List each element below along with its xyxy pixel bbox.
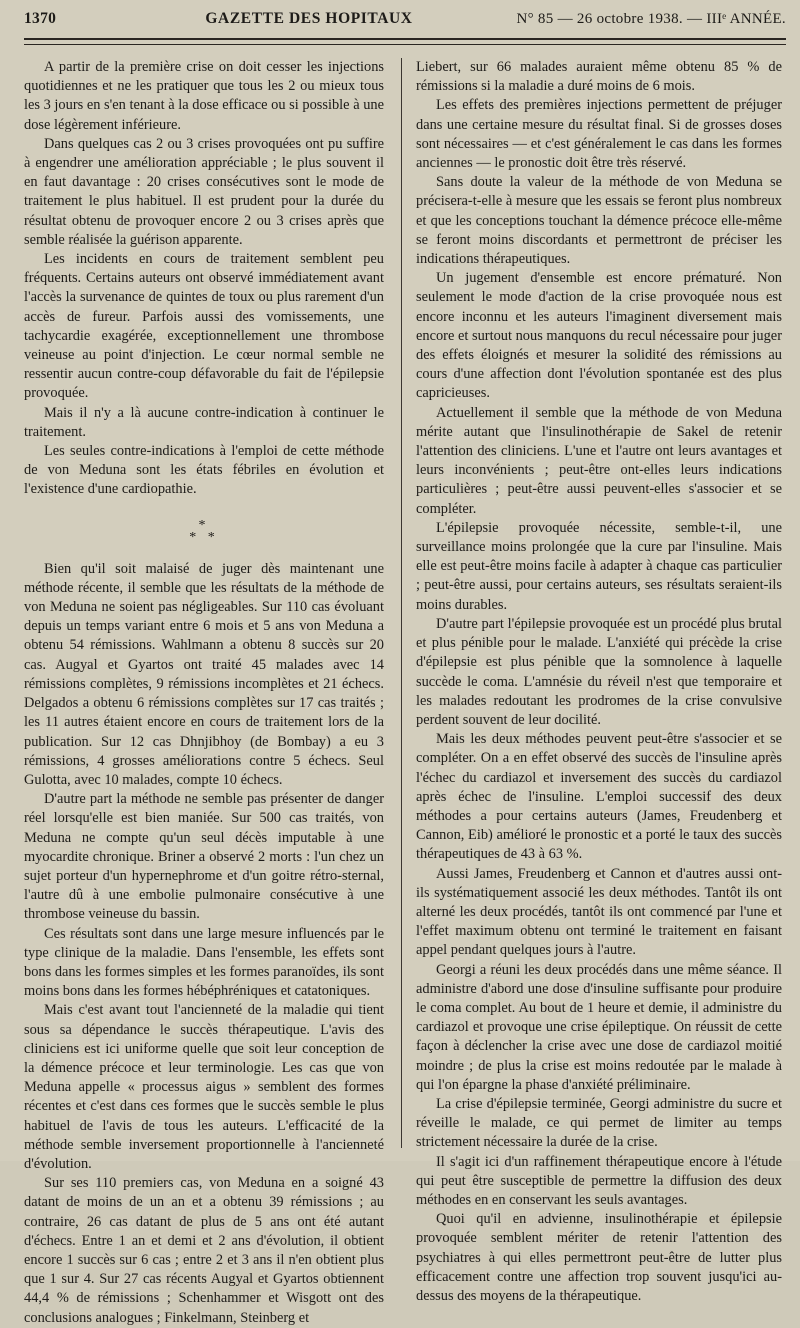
issue-info: N° 85 — 26 octobre 1938. — IIIᵉ ANNÉE. <box>516 11 786 27</box>
paragraph: Dans quelques cas 2 ou 3 crises provoquées ont pu suffire à engendrer une amélioration appréciable ; le plus souvent il en faut davantage : 20 crises consécutives sont le mode de traitement le plus habituel. Il est prudent pour la durée du résultat obtenu de provoquer encore 2 ou 3 crises après que semble réalisée la guérison apparente. <box>24 135 384 248</box>
paragraph: Mais il n'y a là aucune contre-indication à continuer le traitement. <box>24 404 384 440</box>
paragraph: D'autre part la méthode ne semble pas présenter de danger réel lorsqu'elle est bien maniée. Sur 500 cas traités, von Meduna ne compte qu'un seul décès imputable à une myocardite chronique. Briner a observé 2 morts : l'un chez un sujet porteur d'un hypernephrome et d'un goitre rétro-sternal, l'autre dû à une embolie pulmonaire consécutive à une thrombose veineuse du bassin. <box>24 791 384 923</box>
paragraph: Quoi qu'il en advienne, insulinothérapie et épilepsie provoquée semblent mériter de retenir l'attention des psychiatres à qui elles permettront peut-être de lutter plus efficacement contre une affection trop souvent jusqu'ici au-dessus des moyens de la thérapeutique. <box>416 1211 782 1304</box>
paragraph: Ces résultats sont dans une large mesure influencés par le type clinique de la maladie. Dans l'ensemble, les effets sont bons dans les formes simples et les formes paranoïdes, ils sont moins bons dans les formes hébéphréniques et catatoniques. <box>24 925 384 1000</box>
left-column <box>24 58 384 1328</box>
journal-title: GAZETTE DES HOPITAUX <box>205 10 413 27</box>
separator-stars-bottom: * * <box>189 529 219 545</box>
page-header <box>24 10 786 36</box>
header-rule-thick <box>24 38 786 40</box>
paragraph: Mais c'est avant tout l'ancienneté de la maladie qui tient sous sa dépendance le succès thérapeutique. L'avis des cliniciens est ici uniforme quelle que soit leur conception de la démence précoce et leur terminologie. Les cas que von Meduna appelle « processus aigus » semblent des formes récentes et c'est dans ces formes que le succès semble le plus habituel de l'avis de tous les auteurs. L'efficacité de la méthode semble inversement proportionnelle à l'ancienneté d'évolution. <box>24 1002 384 1172</box>
column-divider <box>401 58 402 1148</box>
separator-star-top: * <box>198 517 210 533</box>
paragraph: Un jugement d'ensemble est encore prématuré. Non seulement le mode d'action de la crise provoquée nous est encore inconnu et les auteurs l'imaginent diversement mais encore et surtout nous manquons du recul nécessaire pour juger des effets éloignés et mesurer la solidité des rémissions au cours d'une affection dont l'évolution spontanée est des plus capricieuses. <box>416 270 782 402</box>
paragraph: Mais les deux méthodes peuvent peut-être s'associer et se compléter. On a en effet observé des succès de l'insuline après l'échec du cardiazol et inversement des succès du cardiazol après échec de l'insuline. L'emploi successif des deux méthodes a pour certains auteurs (James, Freudenberg et Cannon, Eib) amélioré le pronostic et a porté le taux des succès thérapeutiques de 43 à 63 %. <box>416 731 782 863</box>
page-number: 1370 <box>24 10 57 27</box>
paragraph: Georgi a réuni les deux procédés dans une même séance. Il administre d'abord une dose d'insuline suffisante pour produire le coma complet. Au bout de 1 heure et demie, il administre du cardiazol et provoque une crise épileptique. On réussit de cette façon à déclencher la crise avec une dose de cardiazol moitié moindre ; de plus la crise est moins redoutée par le malade à qui l'on épargne la phase d'anxiété préliminaire. <box>416 961 782 1093</box>
paragraph: Les incidents en cours de traitement semblent peu fréquents. Certains auteurs ont observé immédiatement avant l'accès la survenance de quintes de toux ou plus rarement d'un accès de fureur. Parfois aussi des vomissements, une tachycardie exagérée, exceptionnellement une thrombose veineuse au point d'injection. Le cœur normal semble ne ressentir aucun contre-coup défavorable du fait de l'épilepsie provoquée. <box>24 251 384 402</box>
paragraph: A partir de la première crise on doit cesser les injections quotidiennes et ne les pratiquer que tous les 2 ou mieux tous les 3 jours en s'en tenant à la dose efficace ou si possible à une dose légèrement inférieure. <box>24 59 384 133</box>
paragraph: Sur ses 110 premiers cas, von Meduna en a soigné 43 datant de moins de un an et a obtenu 39 rémissions ; au contraire, 26 cas datant de plus de 5 ans ont été autant d'échecs. Entre 1 an et demi et 2 ans d'évolution, il obtient encore 1 succès sur 6 cas ; entre 2 et 3 ans il n'en obtient plus que 1 sur 4. Sur 27 cas récents Augyal et Gyartos obtiennent 44,4 % de rémissions ; Schenhammer et Wisgott ont des conclusions analogues ; Finkelmann, Steinberg et <box>24 1175 384 1326</box>
paragraph: La crise d'épilepsie terminée, Georgi administre du sucre et réveille le malade, ce qui permet de limiter au temps strictement nécessaire la durée de la crise. <box>416 1095 782 1151</box>
header-rule-thin <box>24 44 786 45</box>
paragraph: Les effets des premières injections permettent de préjuger dans une certaine mesure du résultat final. Si de grosses doses sont nécessaires — et c'est généralement le cas dans les formes anciennes — le pronostic doit être très réservé. <box>416 97 782 172</box>
paragraph: D'autre part l'épilepsie provoquée est un procédé plus brutal et plus pénible pour le malade. L'anxiété qui précède la crise d'épilepsie est plus pénible que la somnolence à laquelle succède le coma. L'amnésie du réveil n'est que temporaire et les malades redoutant les prodromes de la crise convulsive perdent souvent de leur docilité. <box>416 615 782 728</box>
paragraph: Liebert, sur 66 malades auraient même obtenu 85 % de rémissions si la maladie a duré moins de 6 mois. <box>416 59 782 95</box>
paragraph: Sans doute la valeur de la méthode de von Meduna se précisera-t-elle à mesure que les essais se feront plus nombreux et que les conceptions touchant la démence précoce elle-même se feront moins discordants et permettront de préciser les indications thérapeutiques. <box>416 174 782 268</box>
paragraph: Il s'agit ici d'un raffinement thérapeutique encore à l'étude qui peut être susceptible de permettre la diffusion des deux méthodes en en conservant les seuls avantages. <box>416 1153 782 1208</box>
paragraph: Actuellement il semble que la méthode de von Meduna mérite autant que l'insulinothérapie de Sakel de retenir l'attention des cliniciens. L'une et l'autre ont leurs avantages et leurs inconvénients ; peut-être ont-elles leurs indications particulières ; peut-être aussi peuvent-elles s'associer et se compléter. <box>416 404 782 517</box>
paragraph: Les seules contre-indications à l'emploi de cette méthode de von Meduna sont les états fébriles en évolution et l'existence d'une cardiopathie. <box>24 443 384 498</box>
paragraph: L'épilepsie provoquée nécessite, semble-t-il, une surveillance moins prolongée que la cure par l'insuline. Mais elle est peut-être moins facile à adapter à chaque cas particulier ; peut-être aussi, pour certains auteurs, ses résultats seraient-ils moins durables. <box>416 519 782 613</box>
paragraph: Bien qu'il soit malaisé de juger dès maintenant une méthode récente, il semble que les résultats de la méthode de von Meduna ne soient pas négligeables. Sur 110 cas évoluant depuis un temps variant entre 6 mois et 5 ans von Meduna a obtenu 54 rémissions. Wahlmann a obtenu 8 succès sur 20 cas. Augyal et Gyartos ont traité 45 malades avec 14 rémissions complètes, 9 rémissions incomplètes et 21 échecs. Delgados a obtenu 6 rémissions complètes sur 17 cas traités ; les 11 autres étaient encore en cours de traitement lors de la publication. Sur 12 cas Dhnjibhoy (de Bombay) a eu 3 rémissions, 4 grosses améliorations contre 5 échecs. Seul Gulotta, avec 10 malades, compte 10 échecs. <box>24 560 384 788</box>
section-separator <box>24 517 384 545</box>
paragraph: Aussi James, Freudenberg et Cannon et d'autres aussi ont-ils systématiquement associé les deux méthodes. Tantôt ils ont alterné les deux procédés, tantôt ils ont commencé par l'une et l'effet maximum obtenu ont terminé le traitement en faisant appel pendant quelques jours à l'autre. <box>416 865 782 959</box>
right-column <box>416 58 782 1306</box>
